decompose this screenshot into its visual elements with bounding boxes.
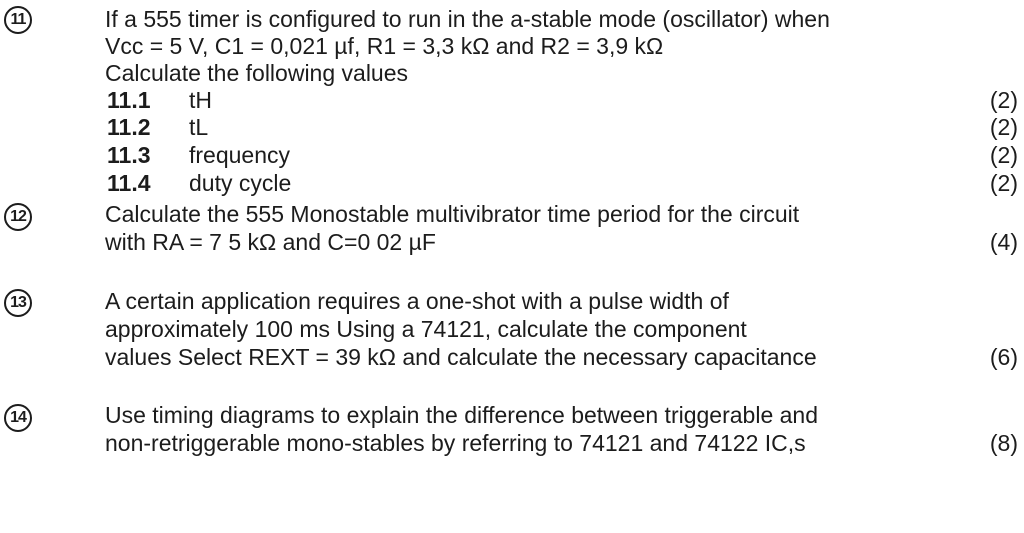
subpart-11-4-marks: (2) [989, 170, 1018, 196]
question-14-line-1: Use timing diagrams to explain the difference between triggerable and [105, 402, 818, 428]
subpart-11-1-text: tH [189, 87, 212, 113]
question-12-marks: (4) [989, 229, 1018, 255]
subpart-11-1-marks: (2) [989, 87, 1018, 113]
subpart-11-2-text: tL [189, 114, 209, 140]
subpart-11-2-marks: (2) [989, 114, 1018, 140]
question-11-number-circle: 11 [4, 6, 32, 34]
subpart-11-3-number: 11.3 [107, 142, 151, 168]
subpart-11-4-number: 11.4 [107, 170, 151, 196]
question-13-line-3: values Select REXT = 39 kΩ and calculate the necessary capacitance [105, 344, 817, 370]
question-13-marks: (6) [989, 344, 1018, 370]
subpart-11-1-number: 11.1 [107, 87, 151, 113]
question-11-line-3: Calculate the following values [105, 60, 409, 86]
question-13-number-circle: 13 [4, 289, 32, 317]
question-14-number-circle: 14 [4, 404, 32, 432]
question-12-line-1: Calculate the 555 Monostable multivibrator time period for the circuit [105, 201, 800, 227]
question-13-line-1: A certain application requires a one-shot with a pulse width of [105, 288, 729, 314]
question-12-number-circle: 12 [4, 203, 32, 231]
subpart-11-2-number: 11.2 [107, 114, 151, 140]
question-14-line-2: non-retriggerable mono-stables by referring to 74121 and 74122 IC,s [105, 430, 806, 456]
question-13-line-2: approximately 100 ms Using a 74121, calculate the component [105, 316, 747, 342]
question-11-line-1: If a 555 timer is configured to run in the a-stable mode (oscillator) when [105, 6, 830, 32]
subpart-11-4-text: duty cycle [189, 170, 292, 196]
question-12-line-2: with RA = 7 5 kΩ and C=0 02 µF [105, 229, 436, 255]
question-14-marks: (8) [989, 430, 1018, 456]
subpart-11-3-marks: (2) [989, 142, 1018, 168]
subpart-11-3-text: frequency [189, 142, 291, 168]
question-11-line-2: Vcc = 5 V, C1 = 0,021 µf, R1 = 3,3 kΩ and R2 = 3,9 kΩ [105, 33, 664, 59]
